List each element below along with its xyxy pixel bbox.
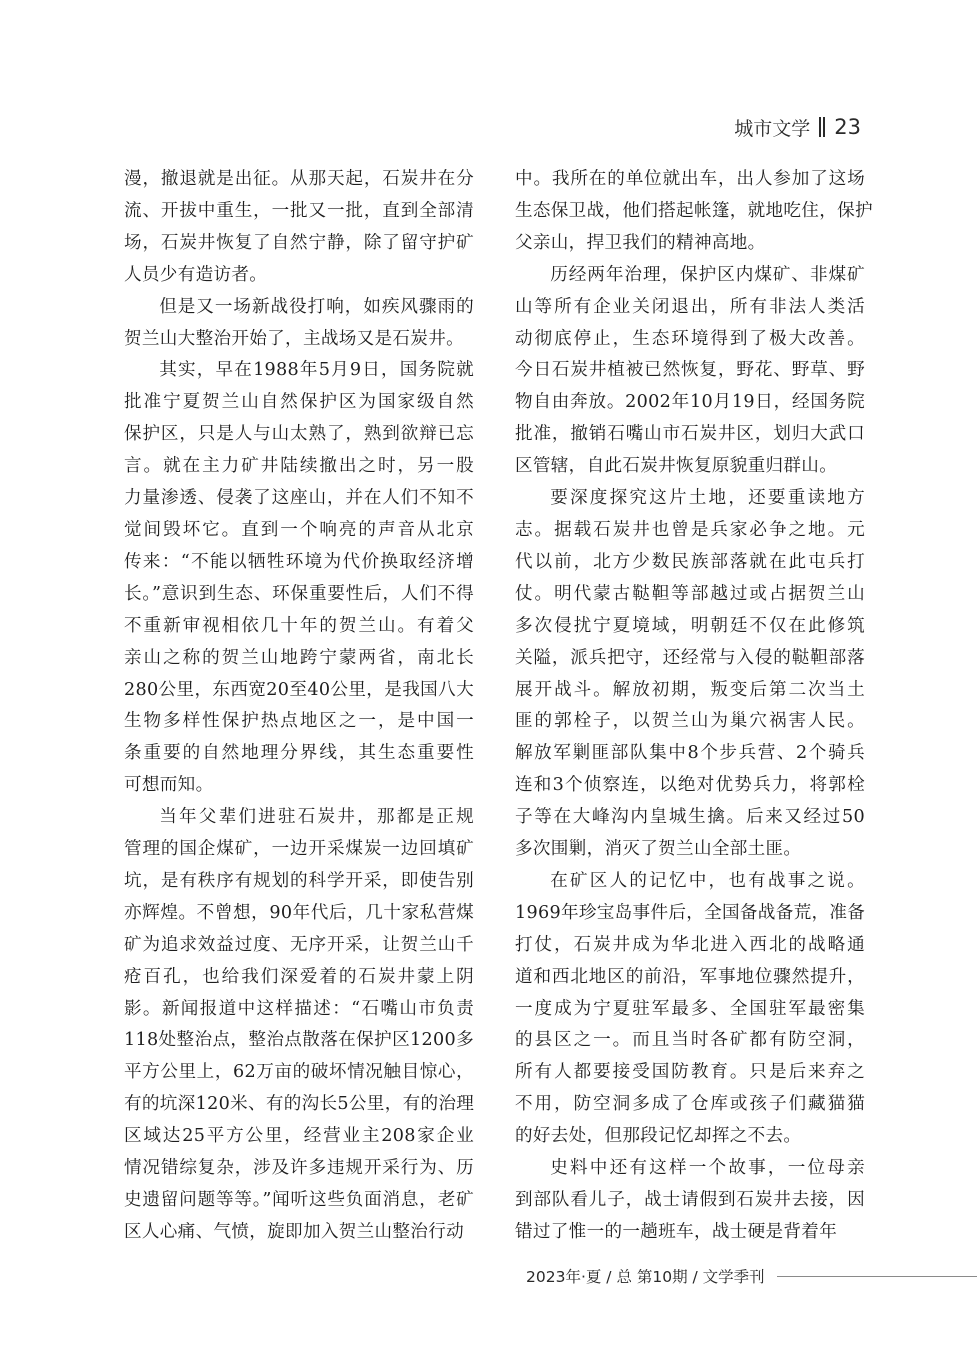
text-line: 亦辉煌。不曾想，90年代后，几十家私营煤 [124, 902, 474, 923]
text-line: 言。就在主力矿井陆续撤出之时，另一股 [124, 456, 474, 477]
text-line: 影。新闻报道中这样描述：“石嘴山市负责 [124, 998, 474, 1019]
text-line: 所有人都要接受国防教育。只是后来弃之 [515, 1062, 865, 1083]
text-line: 不用，防空洞多成了仓库或孩子们藏猫猫 [515, 1094, 865, 1115]
text-line: 到部队看儿子，战士请假到石炭井去接，因 [515, 1190, 865, 1210]
text-line: 山等所有企业关闭退出，所有非法人类活 [515, 296, 865, 317]
text-line: 代以前，北方少数民族部落就在此屯兵打 [515, 551, 865, 572]
text-line: 长。”意识到生态、环保重要性后，人们不得 [124, 583, 474, 604]
paragraph [515, 483, 865, 866]
text-line: 批准，撤销石嘴山市石炭井区，划归大武口 [515, 424, 865, 445]
text-line: 生物多样性保护热点地区之一，是中国一 [124, 711, 474, 732]
text-line: 情况错综复杂，涉及许多违规开采行为、历 [124, 1158, 474, 1179]
paragraph [515, 1153, 865, 1249]
text-line: 史遗留问题等等。”闻听这些负面消息，老矿 [124, 1190, 474, 1210]
text-line: 矿为追求效益过度、无序开采，让贺兰山千 [124, 934, 474, 955]
text-line: 在矿区人的记忆中，也有战事之说。 [550, 870, 865, 891]
paragraph [124, 355, 474, 802]
text-line: 漫，撤退就是出征。从那天起，石炭井在分 [124, 169, 474, 189]
text-line: 坑，是有秩序有规划的科学开采，即使告别 [124, 870, 474, 891]
paragraph [515, 260, 865, 483]
running-header [734, 112, 861, 142]
text-line: 父亲山，捍卫我们的精神高地。 [515, 232, 766, 253]
text-line: 批准宁夏贺兰山自然保护区为国家级自然 [124, 392, 474, 413]
right-text-column [515, 164, 873, 1249]
text-line: 多次围剿，消灭了贺兰山全部土匪。 [515, 839, 802, 860]
text-line: 史料中还有这样一个故事，一位母亲 [550, 1158, 865, 1179]
header-divider [819, 117, 825, 137]
text-line: 1969年珍宝岛事件后，全国备战备荒，准备 [515, 902, 866, 923]
text-line: 动彻底停止，生态环境得到了极大改善。 [515, 328, 865, 349]
text-line: 要深度探究这片土地，还要重读地方 [550, 488, 865, 509]
magazine-section-title: 城市文学 [734, 117, 811, 140]
text-line: 区域达25平方公里，经营业主208家企业 [124, 1126, 474, 1147]
text-line: 区管辖，自此石炭井恢复原貌重归群山。 [515, 456, 838, 477]
text-line: 的好去处，但那段记忆却挥之不去。 [515, 1126, 802, 1147]
text-line: 中。我所在的单位就出车，出人参加了这场 [515, 169, 865, 189]
text-line: 志。据载石炭井也曾是兵家必争之地。元 [515, 519, 865, 540]
text-line: 场，石炭井恢复了自然宁静，除了留守护矿 [124, 232, 474, 253]
text-line: 生态保卫战，他们搭起帐篷，就地吃住，保护 [515, 200, 873, 221]
text-line: 关隘，派兵把守，还经常与入侵的鞑靼部落 [515, 647, 865, 668]
text-line: 仗。明代蒙古鞑靼等部越过或占据贺兰山 [515, 583, 865, 604]
text-line: 错过了惟一的一趟班车，战士硬是背着年 [515, 1221, 838, 1242]
text-line: 有的坑深120米、有的沟长5公里，有的治理 [124, 1094, 475, 1115]
text-line: 力量渗透、侵袭了这座山，并在人们不知不 [124, 488, 474, 509]
text-line: 亲山之称的贺兰山地跨宁蒙两省，南北长 [124, 647, 474, 668]
text-line: 多次侵扰宁夏境域，明朝廷不仅在此修筑 [515, 615, 865, 636]
text-line: 解放军剿匪部队集中8个步兵营、2个骑兵 [515, 743, 865, 764]
running-footer [526, 1264, 977, 1288]
text-line: 一度成为宁夏驻军最多、全国驻军最密集 [515, 998, 865, 1019]
paragraph [124, 164, 474, 292]
text-line: 条重要的自然地理分界线，其生态重要性 [124, 743, 474, 764]
footer-rule [777, 1276, 977, 1277]
paragraph [515, 164, 873, 260]
text-line: 的县区之一。而且当时各矿都有防空洞， [515, 1030, 865, 1051]
paragraph [124, 802, 474, 1249]
text-line: 觉间毁坏它。直到一个响亮的声音从北京 [124, 519, 474, 540]
text-line: 连和3个侦察连，以绝对优势兵力，将郭栓 [515, 775, 865, 796]
text-line: 历经两年治理，保护区内煤矿、非煤矿 [550, 264, 865, 285]
left-text-column [124, 164, 474, 1249]
page-number: 23 [834, 115, 861, 139]
text-line: 人员少有造访者。 [124, 264, 268, 285]
issue-info: 2023年·夏 / 总 第10期 / 文学季刊 [526, 1268, 765, 1286]
text-line: 不重新审视相依几十年的贺兰山。有着父 [124, 615, 474, 636]
text-line: 打仗，石炭井成为华北进入西北的战略通 [515, 934, 865, 955]
paragraph [124, 292, 474, 356]
text-line: 当年父辈们进驻石炭井，那都是正规 [159, 807, 474, 828]
text-line: 疮百孔，也给我们深爱着的石炭井蒙上阴 [124, 966, 474, 987]
text-line: 匪的郭栓子，以贺兰山为巢穴祸害人民。 [515, 711, 865, 732]
text-line: 区人心痛、气愤，旋即加入贺兰山整治行动 [124, 1221, 464, 1242]
text-line: 保护区，只是人与山太熟了，熟到欲辩已忘 [124, 424, 474, 445]
text-line: 其实，早在1988年5月9日，国务院就 [159, 360, 474, 381]
text-line: 贺兰山大整治开始了，主战场又是石炭井。 [124, 328, 464, 349]
text-line: 平方公里上，62万亩的破坏情况触目惊心， [124, 1062, 474, 1083]
text-line: 传来：“不能以牺牲环境为代价换取经济增 [124, 551, 474, 572]
text-line: 道和西北地区的前沿，军事地位骤然提升， [515, 966, 865, 987]
text-line: 280公里，东西宽20至40公里，是我国八大 [124, 679, 474, 700]
text-line: 118处整治点，整治点散落在保护区1200多 [124, 1030, 474, 1051]
text-line: 今日石炭井植被已然恢复，野花、野草、野 [515, 360, 865, 381]
text-line: 可想而知。 [124, 775, 214, 796]
paragraph [515, 866, 865, 1153]
text-line: 子等在大峰沟内皇城生擒。后来又经过50 [515, 807, 865, 828]
text-line: 展开战斗。解放初期，叛变后第二次当土 [515, 679, 865, 700]
text-line: 但是又一场新战役打响，如疾风骤雨的 [159, 296, 474, 317]
text-line: 管理的国企煤矿，一边开采煤炭一边回填矿 [124, 839, 474, 860]
text-line: 流、开拔中重生，一批又一批，直到全部清 [124, 200, 474, 221]
text-line: 物自由奔放。2002年10月19日，经国务院 [515, 392, 865, 413]
